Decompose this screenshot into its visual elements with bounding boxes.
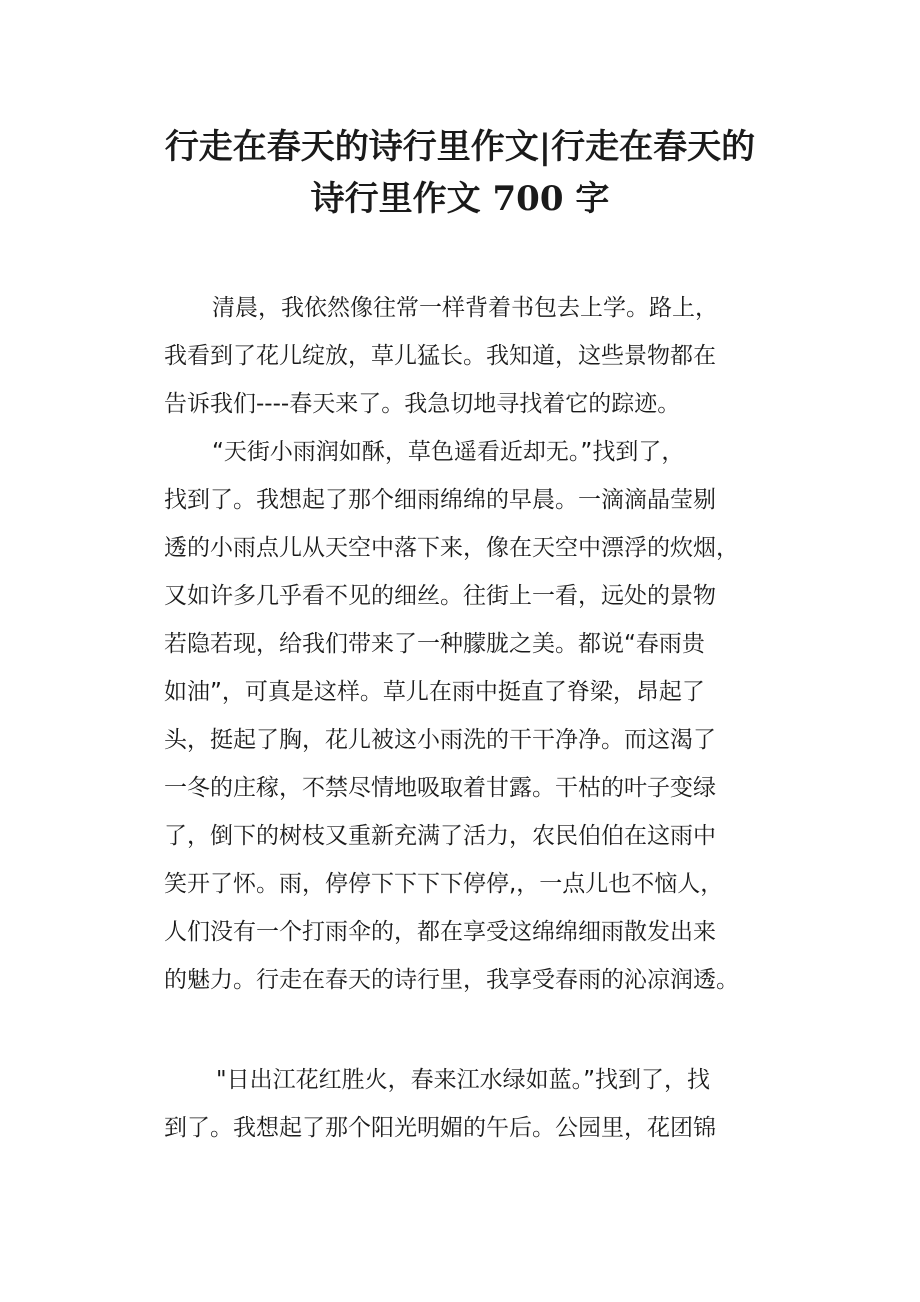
text-line: “天街小雨润如酥，草色遥看近却无。”找到了，	[212, 439, 685, 465]
text-line: 到了。我想起了那个阳光明媚的午后。公园里，花团锦	[164, 1115, 716, 1141]
text-line: 我看到了花儿绽放，草儿猛长。我知道，这些景物都在	[164, 343, 716, 369]
text-line: 的魅力。行走在春天的诗行里，我享受春雨的沁凉润透。	[164, 967, 739, 993]
text-line: 了，倒下的树枝又重新充满了活力，农民伯伯在这雨中	[164, 823, 716, 849]
document-title	[120, 121, 800, 225]
text-line: 告诉我们----春天来了。我急切地寻找着它的踪迹。	[164, 391, 681, 417]
text-line: "日出江花红胜火，春来江水绿如蓝。”找到了，找	[216, 1067, 710, 1093]
text-line: 如油”，可真是这样。草儿在雨中挺直了脊梁，昂起了	[164, 679, 705, 705]
text-line: 透的小雨点儿从天空中落下来，像在天空中漂浮的炊烟，	[164, 535, 739, 561]
title-line-2: 诗行里作文 700 字	[310, 179, 610, 219]
text-line: 找到了。我想起了那个细雨绵绵的早晨。一滴滴晶莹剔	[164, 487, 716, 513]
text-line: 一冬的庄稼，不禁尽情地吸取着甘露。干枯的叶子变绿	[164, 775, 716, 801]
text-line: 头，挺起了胸，花儿被这小雨洗的干干净净。而这渴了	[164, 727, 716, 753]
text-line: 清晨，我依然像往常一样背着书包去上学。路上，	[212, 295, 718, 321]
title-line-1: 行走在春天的诗行里作文|行走在春天的	[164, 127, 756, 167]
text-line: 人们没有一个打雨伞的，都在享受这绵绵细雨散发出来	[164, 919, 716, 945]
text-line: 若隐若现，给我们带来了一种朦胧之美。都说“春雨贵	[164, 631, 705, 657]
text-line: 又如许多几乎看不见的细丝。往街上一看，远处的景物	[164, 583, 716, 609]
text-line: 笑开了怀。雨，停停下下下下停停,，一点儿也不恼人，	[164, 871, 724, 897]
